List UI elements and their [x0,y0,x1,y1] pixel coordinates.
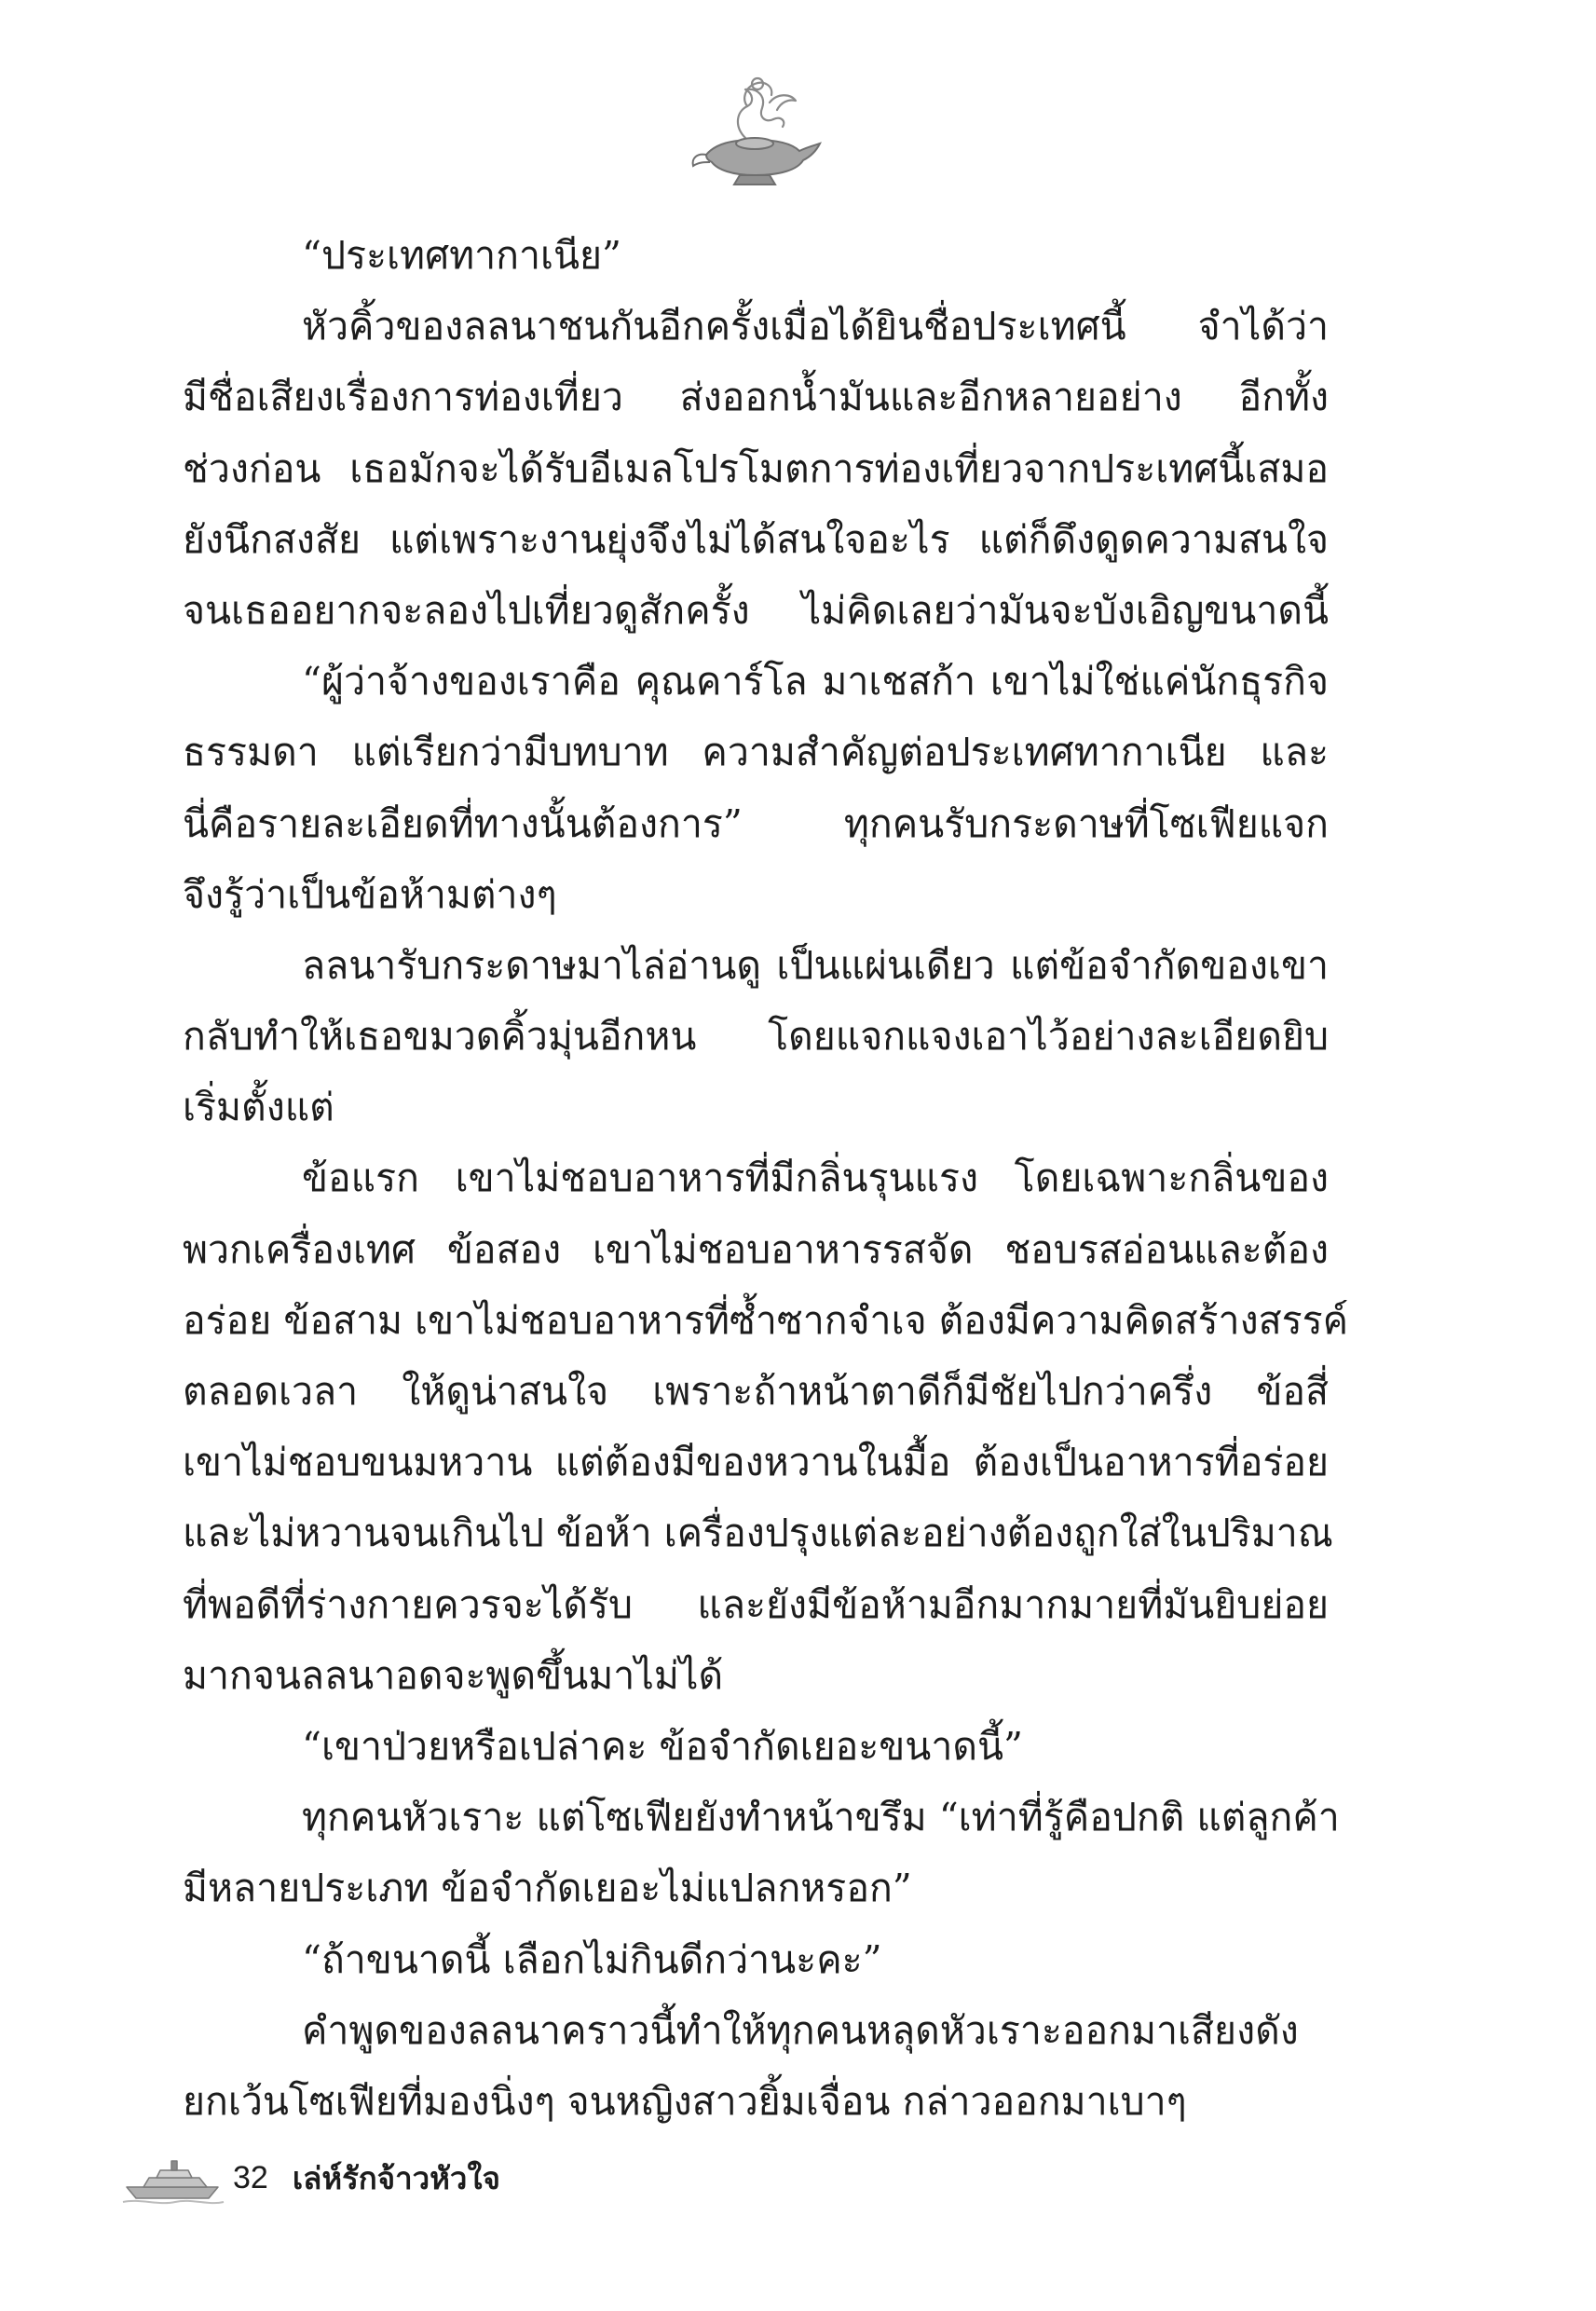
text-line: หัวคิ้วของลลนาชนกันอีกครั้งเมื่อได้ยินชื่อประเทศนี้ จำได้ว่า [302,304,1329,349]
text-line: ที่พอดีที่ร่างกายควรจะได้รับ และยังมีข้อห้ามอีกมากมายที่มันยิบย่อย [183,1581,1329,1627]
text-line: และไม่หวานจนเกินไป ข้อห้า เครื่องปรุงแต่ละอย่างต้องถูกใส่ในปริมาณ [183,1511,1333,1556]
page-number: 32 [233,2159,268,2195]
text-line: “เขาป่วยหรือเปล่าคะ ข้อจำกัดเยอะขนาดนี้” [302,1723,1023,1769]
ship-icon [121,2148,225,2208]
magic-lamp-genie-icon [680,65,829,196]
text-line: เขาไม่ชอบขนมหวาน แต่ต้องมีของหวานในมื้อ ต้องเป็นอาหารที่อร่อย [183,1440,1329,1485]
text-line: มากจนลลนาอดจะพูดขึ้นมาไม่ได้ [183,1652,724,1698]
text-line: คำพูดของลลนาคราวนี้ทำให้ทุกคนหลุดหัวเราะออกมาเสียงดัง [302,2007,1299,2053]
text-line: จึงรู้ว่าเป็นข้อห้ามต่างๆ [183,871,557,917]
text-line: ตลอดเวลา ให้ดูน่าสนใจ เพราะถ้าหน้าตาดีก็มีชัยไปกว่าครึ่ง ข้อสี่ [183,1369,1329,1414]
page-footer [121,2148,500,2208]
text-line: ช่วงก่อน เธอมักจะได้รับอีเมลโปรโมตการท่องเที่ยวจากประเทศนี้เสมอ [183,445,1329,491]
text-line: ยังนึกสงสัย แต่เพราะงานยุ่งจึงไม่ได้สนใจอะไร แต่ก็ดึงดูดความสนใจ [183,516,1329,562]
text-line: กลับทำให้เธอขมวดคิ้วมุ่นอีกหน โดยแจกแจงเอาไว้อย่างละเอียดยิบ [183,1014,1329,1060]
text-line: ยกเว้นโซเฟียที่มองนิ่งๆ จนหญิงสาวยิ้มเจื่อน กล่าวออกมาเบาๆ [183,2078,1187,2124]
text-line: ข้อแรก เขาไม่ชอบอาหารที่มีกลิ่นรุนแรง โดยเฉพาะกลิ่นของ [302,1156,1329,1201]
text-line: ธรรมดา แต่เรียกว่ามีบทบาท ความสำคัญต่อประเทศทากาเนีย และ [183,730,1329,775]
text-line: “ผู้ว่าจ้างของเราคือ คุณคาร์โล มาเชสก้า เขาไม่ใช่แค่นักธุรกิจ [302,659,1329,704]
book-title: เล่ห์รักจ้าวหัวใจ [292,2159,500,2196]
text-line: อร่อย ข้อสาม เขาไม่ชอบอาหารที่ซ้ำซากจำเจ ต้องมีความคิดสร้างสรรค์ [183,1297,1349,1343]
text-line: มีหลายประเภท ข้อจำกัดเยอะไม่แปลกหรอก” [183,1866,912,1911]
text-line: เริ่มตั้งแต่ [183,1085,334,1130]
text-line: “ถ้าขนาดนี้ เลือกไม่กินดีกว่านะคะ” [302,1936,882,1982]
text-line: มีชื่อเสียงเรื่องการท่องเที่ยว ส่งออกน้ำมันและอีกหลายอย่าง อีกทั้ง [183,375,1329,420]
text-line: ทุกคนหัวเราะ แต่โซเฟียยังทำหน้าขรึม “เท่าที่รู้คือปกติ แต่ลูกค้า [302,1795,1340,1840]
text-line: ลลนารับกระดาษมาไล่อ่านดู เป็นแผ่นเดียว แต่ข้อจำกัดของเขา [302,942,1329,988]
text-line: นี่คือรายละเอียดที่ทางนั้นต้องการ” ทุกคนรับกระดาษที่โซเฟียแจก [183,800,1329,846]
text-line: จนเธออยากจะลองไปเที่ยวดูสักครั้ง ไม่คิดเลยว่ามันจะบังเอิญขนาดนี้ [183,587,1329,633]
body-text [183,220,1349,2137]
text-line: “ประเทศทากาเนีย” [302,233,622,278]
text-line: พวกเครื่องเทศ ข้อสอง เขาไม่ชอบอาหารรสจัด ชอบรสอ่อนและต้อง [183,1226,1329,1272]
